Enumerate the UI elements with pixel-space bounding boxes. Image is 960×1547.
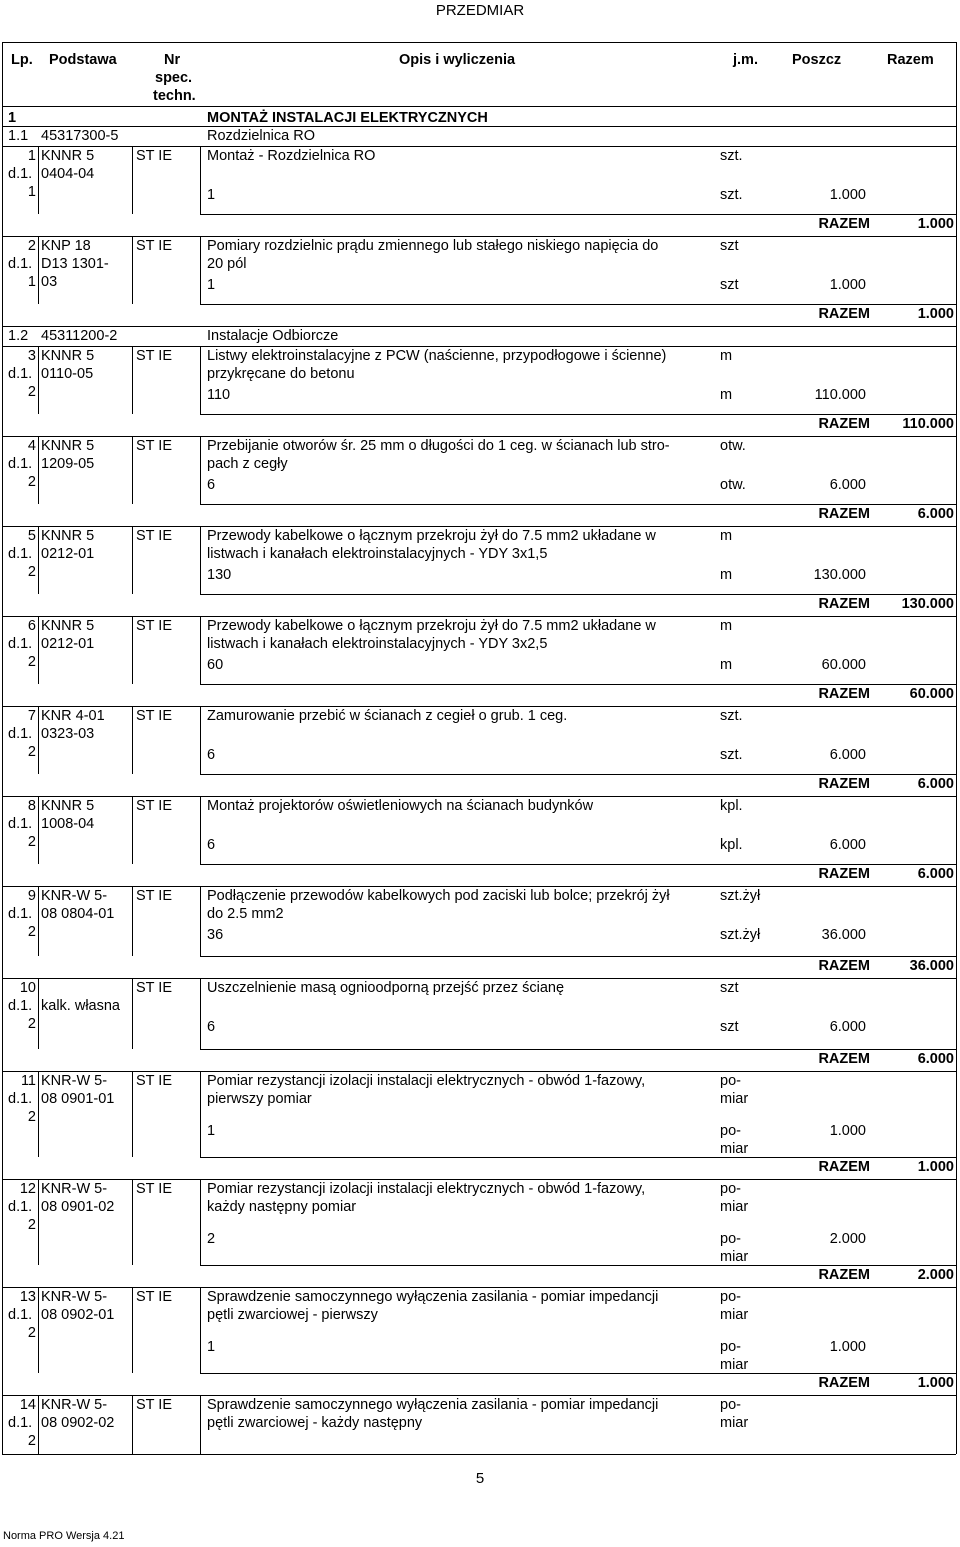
razem-label: RAZEM — [818, 1159, 870, 1175]
item-description: pach z cegły — [207, 456, 288, 472]
subsection-code: 45311200-2 — [41, 328, 118, 344]
item-unit: m — [720, 348, 733, 364]
basis-column-divider — [132, 1071, 133, 1157]
item-quantity: 2 — [207, 1231, 216, 1247]
item-quantity-unit: szt. — [720, 187, 743, 203]
item-quantity-unit: szt — [720, 277, 739, 293]
spec-column-divider — [200, 796, 201, 864]
item-quantity: 1 — [207, 1339, 216, 1355]
item-lp: 5 — [27, 528, 36, 544]
item-quantity-unit: m — [720, 567, 733, 583]
item-description: Uszczelnienie masą ognioodporną przejść przez ścianę — [207, 980, 565, 996]
subsection-title: Instalacje Odbiorcze — [207, 328, 339, 344]
item-quantity: 6 — [207, 1019, 216, 1035]
item-lp: 1 — [27, 274, 36, 290]
item-lp: 2 — [27, 924, 36, 940]
item-poszcz: 2.000 — [829, 1231, 866, 1247]
razem-label: RAZEM — [818, 958, 870, 974]
item-basis: 0110-05 — [41, 366, 94, 382]
razem-value: 1.000 — [917, 216, 954, 232]
item-description: Przebijanie otworów śr. 25 mm o długości do 1 ceg. w ścianach lub stro- — [207, 438, 670, 454]
item-poszcz: 1.000 — [829, 1123, 866, 1139]
subsection-code: 45317300-5 — [41, 128, 119, 144]
item-quantity: 6 — [207, 837, 216, 853]
item-basis: KNR-W 5- — [41, 1181, 108, 1197]
lp-column-divider — [38, 886, 39, 956]
item-description: 20 pól — [207, 256, 247, 272]
item-description: Pomiary rozdzielnic prądu zmiennego lub stałego niskiego napięcia do — [207, 238, 659, 254]
item-description: Podłączenie przewodów kabelkowych pod zaciski lub bolce; przekrój żył — [207, 888, 670, 904]
item-lp: d.1. — [8, 256, 33, 272]
razem-label: RAZEM — [818, 216, 870, 232]
item-lp: 2 — [27, 564, 36, 580]
item-lp: d.1. — [8, 1199, 33, 1215]
item-spec: ST IE — [136, 148, 172, 164]
item-lp: 2 — [27, 744, 36, 760]
spec-column-divider — [200, 978, 201, 1049]
item-description: Listwy elektroinstalacyjne z PCW (naścienne, przypodłogowe i ścienne) — [207, 348, 667, 364]
item-unit: m — [720, 528, 733, 544]
item-lp: d.1. — [8, 456, 33, 472]
col-header-spec: spec. — [155, 70, 193, 86]
item-lp: d.1. — [8, 366, 33, 382]
lp-column-divider — [38, 796, 39, 864]
basis-column-divider — [132, 146, 133, 214]
col-header-jm: j.m. — [733, 52, 758, 68]
razem-value: 110.000 — [902, 416, 954, 432]
lp-column-divider — [38, 1179, 39, 1265]
lp-column-divider — [38, 706, 39, 774]
item-basis: 08 0804-01 — [41, 906, 115, 922]
col-header-spec: Nr — [164, 52, 181, 68]
basis-column-divider — [132, 796, 133, 864]
item-description: Przewody kabelkowe o łącznym przekroju żył do 7.5 mm2 układane w — [207, 618, 656, 634]
item-lp: d.1. — [8, 546, 33, 562]
item-basis: 03 — [41, 274, 58, 290]
item-basis: KNR-W 5- — [41, 1073, 108, 1089]
col-header-spec: techn. — [153, 88, 196, 104]
spec-column-divider — [200, 526, 201, 594]
item-lp: d.1. — [8, 906, 33, 922]
basis-column-divider — [132, 886, 133, 956]
basis-column-divider — [132, 1395, 133, 1454]
item-quantity-unit: po- — [720, 1123, 741, 1139]
item-quantity: 1 — [207, 1123, 216, 1139]
item-quantity: 110 — [207, 387, 231, 403]
razem-value: 6.000 — [917, 866, 954, 882]
item-description: listwach i kanałach elektroinstalacyjnych - YDY 3x2,5 — [207, 636, 548, 652]
col-header-poszcz: Poszcz — [792, 52, 842, 68]
col-header-podstawa: Podstawa — [49, 52, 117, 68]
basis-column-divider — [132, 706, 133, 774]
item-basis: KNNR 5 — [41, 348, 95, 364]
page-number: 5 — [475, 1470, 485, 1487]
item-basis: KNNR 5 — [41, 528, 95, 544]
item-lp: 3 — [27, 348, 36, 364]
item-lp: 1 — [27, 184, 36, 200]
basis-column-divider — [132, 978, 133, 1049]
spec-column-divider — [200, 1179, 201, 1265]
basis-column-divider — [132, 616, 133, 684]
item-lp: 6 — [27, 618, 36, 634]
item-basis: 08 0902-01 — [41, 1307, 115, 1323]
item-lp: d.1. — [8, 1307, 33, 1323]
item-basis: KNP 18 — [41, 238, 91, 254]
item-unit: miar — [720, 1415, 749, 1431]
item-description: listwach i kanałach elektroinstalacyjnych - YDY 3x1,5 — [207, 546, 548, 562]
basis-column-divider — [132, 1287, 133, 1373]
razem-value: 130.000 — [901, 596, 954, 612]
item-lp: 2 — [27, 1109, 36, 1125]
item-description: Zamurowanie przebić w ścianach z cegieł o grub. 1 ceg. — [207, 708, 568, 724]
spec-column-divider — [200, 436, 201, 504]
spec-column-divider — [200, 146, 201, 214]
item-basis: 1209-05 — [41, 456, 95, 472]
item-basis: 08 0901-01 — [41, 1091, 115, 1107]
item-description: przykręcane do betonu — [207, 366, 355, 382]
item-lp: 2 — [27, 474, 36, 490]
basis-column-divider — [132, 346, 133, 414]
header-divider — [2, 106, 956, 107]
table-left-border — [2, 42, 3, 1454]
item-lp: 2 — [27, 384, 36, 400]
item-quantity-unit: szt — [720, 1019, 739, 1035]
table-right-border — [956, 42, 957, 1454]
item-spec: ST IE — [136, 618, 172, 634]
item-unit: po- — [720, 1397, 741, 1413]
razem-value: 1.000 — [917, 1375, 954, 1391]
item-basis: 0404-04 — [41, 166, 95, 182]
section-title: MONTAŻ INSTALACJI ELEKTRYCZNYCH — [207, 110, 488, 126]
item-description: Sprawdzenie samoczynnego wyłączenia zasilania - pomiar impedancji — [207, 1397, 659, 1413]
razem-label: RAZEM — [818, 686, 870, 702]
subsection-top-divider — [2, 126, 956, 127]
item-poszcz: 60.000 — [821, 657, 866, 673]
item-description: Montaż projektorów oświetleniowych na ścianach budynków — [207, 798, 594, 814]
item-basis: 0212-01 — [41, 546, 95, 562]
item-basis: 0323-03 — [41, 726, 95, 742]
spec-column-divider — [200, 1287, 201, 1373]
item-poszcz: 1.000 — [829, 187, 866, 203]
razem-label: RAZEM — [818, 1375, 870, 1391]
item-lp: 4 — [27, 438, 36, 454]
item-lp: 2 — [27, 834, 36, 850]
spec-column-divider — [200, 346, 201, 414]
item-quantity: 6 — [207, 747, 216, 763]
razem-label: RAZEM — [818, 866, 870, 882]
razem-label: RAZEM — [818, 416, 870, 432]
item-spec: ST IE — [136, 528, 172, 544]
item-quantity: 36 — [207, 927, 224, 943]
spec-column-divider — [200, 886, 201, 956]
item-lp: d.1. — [8, 1091, 33, 1107]
item-lp: 7 — [27, 708, 36, 724]
spec-column-divider — [200, 1071, 201, 1157]
item-quantity-unit: po- — [720, 1339, 741, 1355]
item-basis: 0212-01 — [41, 636, 95, 652]
lp-column-divider — [38, 146, 39, 214]
item-description: Montaż - Rozdzielnica RO — [207, 148, 376, 164]
item-basis: D13 1301- — [41, 256, 109, 272]
spec-column-divider — [200, 236, 201, 304]
item-lp: d.1. — [8, 1415, 33, 1431]
item-quantity: 1 — [207, 277, 216, 293]
item-unit: miar — [720, 1199, 749, 1215]
item-lp: 2 — [27, 1325, 36, 1341]
item-lp: 2 — [27, 1016, 36, 1032]
spec-column-divider — [200, 706, 201, 774]
item-quantity-unit: kpl. — [720, 837, 743, 853]
item-unit: szt. — [720, 708, 743, 724]
spec-column-divider — [200, 1395, 201, 1454]
col-header-opis: Opis i wyliczenia — [399, 52, 516, 68]
item-lp: 2 — [27, 1217, 36, 1233]
item-basis: KNNR 5 — [41, 148, 95, 164]
item-description: Pomiar rezystancji izolacji instalacji elektrycznych - obwód 1-fazowy, — [207, 1073, 646, 1089]
item-poszcz: 6.000 — [829, 477, 866, 493]
item-unit: szt.żył — [720, 888, 761, 904]
col-header-lp: Lp. — [11, 52, 33, 68]
subsection-lp: 1.2 — [8, 328, 29, 344]
item-poszcz: 6.000 — [829, 1019, 866, 1035]
lp-column-divider — [38, 1395, 39, 1454]
section-lp: 1 — [8, 110, 17, 126]
razem-label: RAZEM — [818, 1051, 870, 1067]
item-lp: 13 — [19, 1289, 36, 1305]
lp-column-divider — [38, 978, 39, 1049]
item-unit: miar — [720, 1091, 749, 1107]
item-spec: ST IE — [136, 798, 172, 814]
item-lp: 10 — [19, 980, 36, 996]
item-lp: 8 — [27, 798, 36, 814]
item-lp: 12 — [19, 1181, 36, 1197]
item-basis: KNR 4-01 — [41, 708, 105, 724]
razem-value: 6.000 — [917, 776, 954, 792]
item-basis: KNNR 5 — [41, 798, 95, 814]
item-unit: m — [720, 618, 733, 634]
item-quantity-unit: m — [720, 657, 733, 673]
item-quantity-unit: po- — [720, 1231, 741, 1247]
razem-value: 36.000 — [909, 958, 954, 974]
razem-value: 60.000 — [909, 686, 954, 702]
item-basis: 1008-04 — [41, 816, 95, 832]
page-title: PRZEDMIAR — [435, 2, 525, 19]
item-spec: ST IE — [136, 888, 172, 904]
item-lp: 11 — [20, 1073, 36, 1089]
item-lp: 2 — [27, 238, 36, 254]
item-quantity-unit: szt. — [720, 747, 743, 763]
item-description: Pomiar rezystancji izolacji instalacji elektrycznych - obwód 1-fazowy, — [207, 1181, 646, 1197]
item-poszcz: 1.000 — [829, 1339, 866, 1355]
item-quantity-unit: miar — [720, 1141, 749, 1157]
item-poszcz: 6.000 — [829, 747, 866, 763]
lp-column-divider — [38, 1287, 39, 1373]
item-lp: d.1. — [8, 636, 33, 652]
item-quantity-unit: m — [720, 387, 733, 403]
item-basis: KNNR 5 — [41, 618, 95, 634]
item-spec: ST IE — [136, 1397, 172, 1413]
lp-column-divider — [38, 346, 39, 414]
item-description: do 2.5 mm2 — [207, 906, 284, 922]
basis-column-divider — [132, 236, 133, 304]
item-unit: miar — [720, 1307, 749, 1323]
item-poszcz: 130.000 — [813, 567, 866, 583]
table-top-border — [2, 42, 956, 43]
item-poszcz: 6.000 — [829, 837, 866, 853]
item-unit: po- — [720, 1181, 741, 1197]
subsection-title: Rozdzielnica RO — [207, 128, 315, 144]
item-basis: KNNR 5 — [41, 438, 95, 454]
item-description: Sprawdzenie samoczynnego wyłączenia zasilania - pomiar impedancji — [207, 1289, 659, 1305]
item-poszcz: 110.000 — [814, 387, 866, 403]
item-spec: ST IE — [136, 348, 172, 364]
item-spec: ST IE — [136, 238, 172, 254]
item-quantity: 6 — [207, 477, 216, 493]
item-spec: ST IE — [136, 1289, 172, 1305]
item-lp: 9 — [27, 888, 36, 904]
spec-column-divider — [200, 616, 201, 684]
razem-value: 1.000 — [917, 1159, 954, 1175]
item-lp: d.1. — [8, 166, 33, 182]
item-unit: po- — [720, 1289, 741, 1305]
item-quantity: 60 — [207, 657, 224, 673]
item-quantity: 1 — [207, 187, 216, 203]
item-lp: d.1. — [8, 816, 33, 832]
item-spec: ST IE — [136, 980, 172, 996]
item-basis: kalk. własna — [41, 998, 120, 1014]
table-bottom-border — [2, 1454, 956, 1455]
item-unit: kpl. — [720, 798, 743, 814]
razem-label: RAZEM — [818, 306, 870, 322]
item-unit: po- — [720, 1073, 741, 1089]
item-basis: KNR-W 5- — [41, 1289, 108, 1305]
item-basis: KNR-W 5- — [41, 888, 108, 904]
item-spec: ST IE — [136, 1181, 172, 1197]
subsection-top-divider — [2, 326, 956, 327]
item-lp: 14 — [19, 1397, 36, 1413]
item-quantity: 130 — [207, 567, 232, 583]
item-unit: otw. — [720, 438, 746, 454]
basis-column-divider — [132, 436, 133, 504]
item-lp: 2 — [27, 1433, 36, 1449]
razem-label: RAZEM — [818, 1267, 870, 1283]
item-description: pętli zwarciowej - pierwszy — [207, 1307, 378, 1323]
item-quantity-unit: otw. — [720, 477, 746, 493]
item-lp: d.1. — [8, 998, 33, 1014]
item-lp: d.1. — [8, 726, 33, 742]
razem-value: 6.000 — [917, 1051, 954, 1067]
razem-value: 6.000 — [917, 506, 954, 522]
item-spec: ST IE — [136, 1073, 172, 1089]
razem-value: 2.000 — [917, 1267, 954, 1283]
item-description: pętli zwarciowej - każdy następny — [207, 1415, 423, 1431]
item-quantity-unit: miar — [720, 1249, 749, 1265]
col-header-razem: Razem — [887, 52, 934, 68]
item-spec: ST IE — [136, 708, 172, 724]
lp-column-divider — [38, 436, 39, 504]
item-unit: szt — [720, 980, 739, 996]
item-basis: 08 0902-02 — [41, 1415, 115, 1431]
subsection-lp: 1.1 — [8, 128, 29, 144]
item-description: każdy następny pomiar — [207, 1199, 357, 1215]
item-poszcz: 1.000 — [829, 277, 866, 293]
item-lp: 2 — [27, 654, 36, 670]
razem-value: 1.000 — [917, 306, 954, 322]
item-spec: ST IE — [136, 438, 172, 454]
item-description: Przewody kabelkowe o łącznym przekroju żył do 7.5 mm2 układane w — [207, 528, 656, 544]
razem-label: RAZEM — [818, 776, 870, 792]
software-footer: Norma PRO Wersja 4.21 — [3, 1530, 125, 1542]
razem-label: RAZEM — [818, 596, 870, 612]
basis-column-divider — [132, 526, 133, 594]
razem-label: RAZEM — [818, 506, 870, 522]
item-basis: KNR-W 5- — [41, 1397, 108, 1413]
lp-column-divider — [38, 236, 39, 304]
lp-column-divider — [38, 526, 39, 594]
item-unit: szt. — [720, 148, 743, 164]
item-unit: szt — [720, 238, 739, 254]
item-lp: 1 — [27, 148, 36, 164]
item-quantity-unit: miar — [720, 1357, 749, 1373]
item-description: pierwszy pomiar — [207, 1091, 312, 1107]
item-basis: 08 0901-02 — [41, 1199, 115, 1215]
basis-column-divider — [132, 1179, 133, 1265]
item-poszcz: 36.000 — [821, 927, 866, 943]
lp-column-divider — [38, 616, 39, 684]
item-quantity-unit: szt.żył — [720, 927, 761, 943]
lp-column-divider — [38, 1071, 39, 1157]
